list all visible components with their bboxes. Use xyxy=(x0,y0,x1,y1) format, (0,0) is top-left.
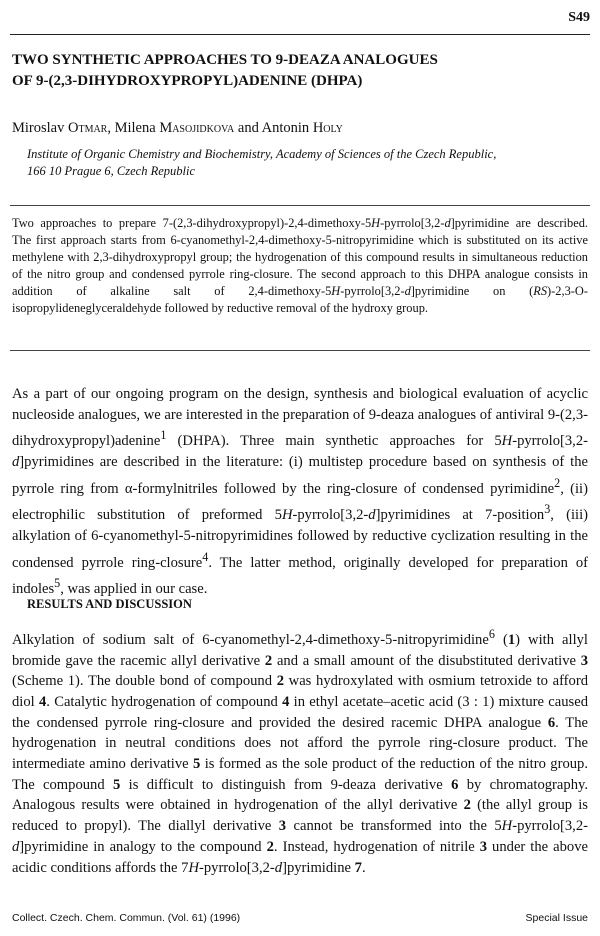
title-line-1: TWO SYNTHETIC APPROACHES TO 9-DEAZA ANALOGUES xyxy=(12,52,438,68)
abstract: Two approaches to prepare 7-(2,3-dihydroxypropyl)-2,4-dimethoxy-5H-pyrrolo[3,2-d]pyrimidine are described. The first approach starts from 6-cyanomethyl-2,4-dimethoxy-5-nitropyrimidine which is substituted on its active methylene with 2,3-dihydroxypropyl group; the hydrogenation of this compound results in simultaneous reduction of the nitro group and condensed pyrrole ring-closure. The second approach to this DHPA analogue consists in addition of alkaline salt of 2,4-dimethoxy-5H-pyrrolo[3,2-d]pyrimidine on (RS)-2,3-O-isopropylideneglyceraldehyde followed by reductive removal of the hydroxy group. xyxy=(12,216,588,315)
compound-number: 1 xyxy=(507,631,516,648)
compound-number: 5 xyxy=(113,776,121,793)
author-separator: and xyxy=(234,120,262,136)
compound-number: 4 xyxy=(38,693,47,710)
author-separator: , xyxy=(107,120,115,136)
paper-title xyxy=(12,50,588,92)
compound-number: 5 xyxy=(193,756,201,773)
compound-number: 4 xyxy=(282,693,290,710)
affiliation-line-2: 166 10 Prague 6, Czech Republic xyxy=(27,164,196,178)
compound-number: 2 xyxy=(266,838,274,855)
abstract-top-rule xyxy=(10,205,590,206)
compound-number: 2 xyxy=(463,797,471,814)
compound-number: 3 xyxy=(278,818,287,835)
affiliation-line-1: Institute of Organic Chemistry and Biochemistry, Academy of Sciences of the Czech Republic, xyxy=(27,147,497,161)
results-paragraph: Alkylation of sodium salt of 6-cyanomethyl-2,4-dimethoxy-5-nitropyrimidine$^6$ (1) with allyl bromide gave the racemic allyl derivative 2 and a small amount of the disubstituted derivative 3 (Scheme 1). The double bond of compound 2 was hydroxylated with osmium tetroxide to afford diol 4. Catalytic hydrogenation of compound 4 in ethyl acetate–acetic acid (3 : 1) mixture caused the condensed pyrrole ring-closure and provided the desired racemic DHPA analogue 6. The hydrogenation in neutral conditions does not afford the pyrrole ring-closure product. The intermediate amino derivative 5 is formed as the sole product of the reduction of the nitro group. The compound 5 is difficult to distinguish from 9-deaza derivative 6 by chromatography. Analogous results were obtained in hydrogenation of the allyl derivative 2 (the allyl group is reduced to propyl). The diallyl derivative 3 cannot be transformed into the 5H-pyrrolo[3,2-d]pyrimidine in analogy to the compound 2. Instead, hydrogenation of nitrile 3 under the above acidic conditions affords the 7H-pyrrolo[3,2-d]pyrimidine 7. xyxy=(12,627,588,876)
author-family: Otmar xyxy=(67,120,108,136)
reference-marker: 5 xyxy=(54,576,61,591)
compound-number: 3 xyxy=(479,838,488,855)
compound-number: 3 xyxy=(580,652,588,669)
intro-paragraph: As a part of our ongoing program on the design, synthesis and biological evaluation of acyclic nucleoside analogues, we are interested in the preparation of 9-deaza analogues of antiviral 9-(2,3-dihydroxypropyl)adenine$^1$ (DHPA). Three main synthetic approaches for 5H-pyrrolo[3,2-d]pyrimidines are described in the literature: (i) multistep procedure based on synthesis of the pyrrole ring from α-formylnitriles followed by the ring-closure of condensed pyrimidine$^2$, (ii) electrophilic substitution of preformed 5H-pyrrolo[3,2-d]pyrimidines at 7-position$^3$, (iii) alkylation of 6-cyanomethyl-5-nitropyrimidines followed by reductive cyclization resulting in the condensed pyrrole ring-closure$^4$. The latter method, originally developed for preparation of indoles$^5$, was applied in our case. xyxy=(12,386,589,597)
affiliation xyxy=(27,146,587,180)
author-given: Antonin xyxy=(261,120,310,136)
header-rule xyxy=(10,34,590,35)
title-line-2: OF 9-(2,3-DIHYDROXYPROPYL)ADENINE (DHPA) xyxy=(12,73,363,89)
compound-number: 6 xyxy=(451,776,459,793)
reference-marker: 2 xyxy=(554,475,561,490)
abstract-bottom-rule xyxy=(10,350,590,351)
author-family: Masojidkova xyxy=(159,120,235,136)
compound-number: 2 xyxy=(264,652,273,669)
author-given: Miroslav xyxy=(12,120,65,136)
author-given: Milena xyxy=(114,120,156,136)
author-family: Holy xyxy=(312,120,343,136)
author-list xyxy=(12,120,343,137)
reference-marker: 1 xyxy=(160,428,167,443)
page-number: S49 xyxy=(568,10,590,25)
reference-marker: 4 xyxy=(202,549,209,564)
compound-number: 7 xyxy=(354,859,362,876)
section-heading: RESULTS AND DISCUSSION xyxy=(27,597,192,611)
journal-citation: Collect. Czech. Chem. Commun. (Vol. 61) (1996) xyxy=(12,912,241,924)
compound-number: 2 xyxy=(276,673,284,690)
issue-label: Special Issue xyxy=(525,912,588,924)
compound-number: 6 xyxy=(547,714,556,731)
reference-marker: 3 xyxy=(544,502,551,517)
reference-marker: 6 xyxy=(488,627,495,641)
